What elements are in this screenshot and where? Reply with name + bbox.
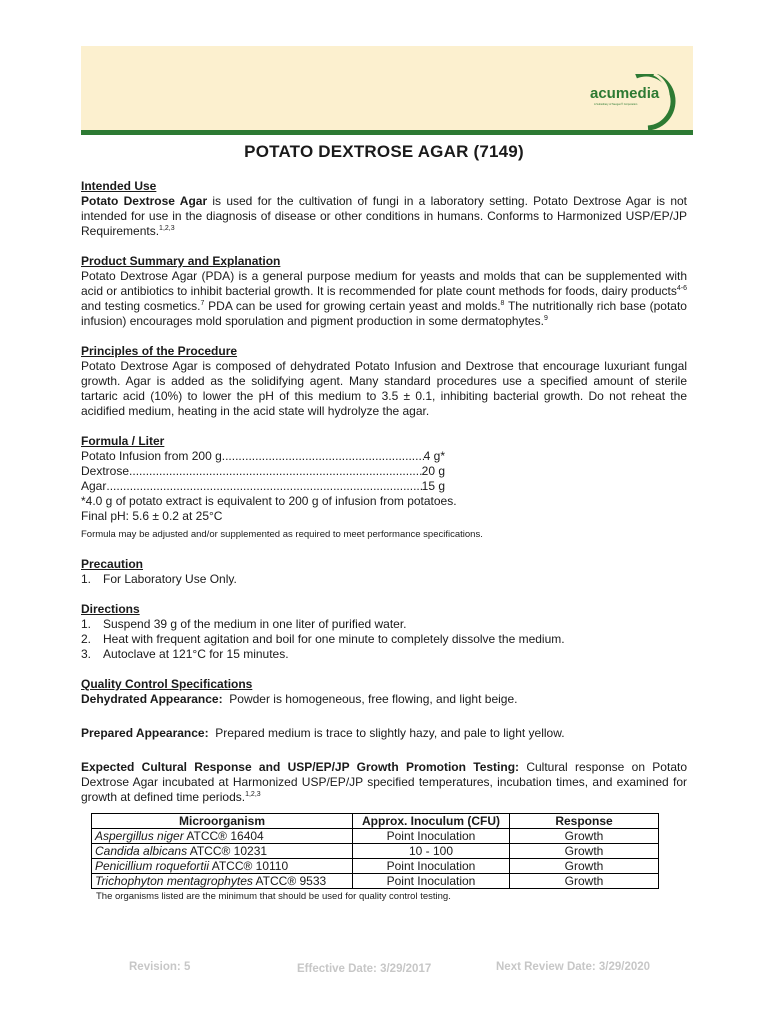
formula-ingredient: Dextrose — [81, 464, 130, 478]
precaution-heading: Precaution — [81, 557, 144, 571]
document-body — [81, 179, 687, 904]
dehydrated-appearance — [81, 692, 687, 707]
summary-part: PDA can be used for growing certain yeast and molds. — [204, 299, 501, 313]
column-header: Response — [510, 814, 659, 829]
list-item — [81, 572, 687, 587]
inoculum-cell: Point Inoculation — [353, 859, 510, 874]
effective-date: Effective Date: 3/29/2017 — [297, 963, 432, 975]
intended-use-section — [81, 179, 687, 239]
leader-dots — [106, 479, 421, 494]
organism-cell — [92, 859, 353, 874]
summary-section — [81, 254, 687, 329]
strain-id: ATCC® 9533 — [252, 874, 327, 888]
dehydrated-label: Dehydrated Appearance: — [81, 692, 223, 706]
strain-id: ATCC® 10110 — [209, 859, 289, 873]
intended-use-text — [81, 194, 687, 239]
inoculum-cell: Point Inoculation — [353, 874, 510, 889]
species-name: Trichophyton mentagrophytes — [95, 874, 253, 888]
precaution-list — [81, 572, 687, 587]
header-rule — [81, 130, 693, 135]
reference-sup: 9 — [543, 315, 548, 322]
table-row — [92, 874, 659, 889]
formula-amount: 4 g* — [423, 449, 445, 463]
formula-heading: Formula / Liter — [81, 434, 165, 448]
leader-dots — [129, 464, 422, 479]
species-name: Penicillium roquefortii — [95, 859, 210, 873]
formula-row — [81, 449, 445, 464]
response-cell: Growth — [510, 844, 659, 859]
next-review-date: Next Review Date: 3/29/2020 — [496, 961, 651, 973]
reference-sup: 1,2,3 — [159, 225, 175, 232]
table-note: The organisms listed are the minimum that should be used for quality control testing. — [96, 891, 451, 902]
prepared-label: Prepared Appearance: — [81, 726, 209, 740]
summary-part: and testing cosmetics. — [81, 299, 201, 313]
prepared-text: Prepared medium is trace to slightly hazy, and pale to light yellow. — [208, 726, 565, 740]
formula-row — [81, 479, 445, 494]
item-text: For Laboratory Use Only. — [103, 572, 237, 586]
strain-id: ATCC® 10231 — [187, 844, 268, 858]
intended-use-heading: Intended Use — [81, 179, 157, 193]
species-name: Aspergillus niger — [95, 829, 184, 843]
revision-label: Revision: 5 — [129, 961, 191, 973]
logo-wordmark: acumedia — [590, 85, 660, 102]
table-row — [92, 844, 659, 859]
summary-part: The nutritionally rich base (potato infusion) encourages mold sporulation and pigment production in some dermatophytes. — [81, 299, 687, 328]
item-number: 1. — [81, 617, 92, 631]
expected-response — [81, 760, 687, 805]
reference-sup: 4-6 — [676, 285, 687, 292]
summary-text — [81, 269, 687, 329]
reference-sup: 8 — [500, 300, 505, 307]
table-row — [92, 829, 659, 844]
logo-subtext: A Subsidiary of Neogen® Corporation — [594, 103, 638, 106]
response-cell: Growth — [510, 859, 659, 874]
column-header: Approx. Inoculum (CFU) — [353, 814, 510, 829]
inoculum-cell: Point Inoculation — [353, 829, 510, 844]
table-header-row — [92, 814, 659, 829]
strain-id: ATCC® 16404 — [183, 829, 264, 843]
reference-sup: 7 — [200, 300, 205, 307]
prepared-appearance — [81, 726, 687, 741]
formula-ingredient: Agar — [81, 479, 107, 493]
column-header: Microorganism — [92, 814, 353, 829]
principles-heading: Principles of the Procedure — [81, 344, 238, 358]
item-number: 2. — [81, 632, 92, 646]
formula-row — [81, 464, 445, 479]
formula-section — [81, 434, 687, 542]
dehydrated-text: Powder is homogeneous, free flowing, and light beige. — [222, 692, 518, 706]
final-ph: Final pH: 5.6 ± 0.2 at 25°C — [81, 509, 223, 523]
principles-section — [81, 344, 687, 419]
formula-note: Formula may be adjusted and/or supplemented as required to meet performance specifications. — [81, 529, 483, 540]
expected-text: Cultural response on Potato Dextrose Agar incubated at Harmonized USP/EP/JP specified temperatures, incubation times, and examined for growth at defined time periods. — [81, 760, 687, 804]
list-item — [81, 632, 687, 647]
species-name: Candida albicans — [95, 844, 188, 858]
product-name: Potato Dextrose Agar — [81, 194, 208, 208]
response-cell: Growth — [510, 829, 659, 844]
item-text: Heat with frequent agitation and boil for one minute to completely dissolve the medium. — [103, 632, 565, 646]
organism-cell — [92, 829, 353, 844]
formula-list — [81, 449, 445, 494]
directions-list — [81, 617, 687, 662]
organism-cell — [92, 874, 353, 889]
response-cell: Growth — [510, 874, 659, 889]
qc-table — [91, 813, 659, 889]
formula-amount: 20 g — [421, 464, 445, 478]
formula-footnote: *4.0 g of potato extract is equivalent to 200 g of infusion from potatoes. — [81, 494, 457, 508]
summary-part: Potato Dextrose Agar (PDA) is a general purpose medium for yeasts and molds that can be supplemented with acid or antibiotics to inhibit bacterial growth. It is recommended for plate count methods for foods, dairy products — [81, 269, 687, 298]
acumedia-logo — [588, 74, 676, 130]
item-number: 1. — [81, 572, 92, 586]
precaution-section — [81, 557, 687, 587]
leader-dots — [222, 449, 424, 464]
intended-use-body: is used for the cultivation of fungi in a laboratory setting. Potato Dextrose Agar is not intended for use in the diagnosis of disease or other conditions in humans. Conforms to Harmonized USP/EP/JP Requirements. — [81, 194, 687, 238]
formula-amount: 15 g — [421, 479, 445, 493]
list-item — [81, 647, 687, 662]
organism-cell — [92, 844, 353, 859]
directions-section — [81, 602, 687, 662]
qc-heading: Quality Control Specifications — [81, 677, 253, 691]
item-text: Suspend 39 g of the medium in one liter of purified water. — [103, 617, 407, 631]
inoculum-cell: 10 - 100 — [353, 844, 510, 859]
directions-heading: Directions — [81, 602, 140, 616]
list-item — [81, 617, 687, 632]
expected-label: Expected Cultural Response and USP/EP/JP Growth Promotion Testing: — [81, 760, 520, 774]
item-text: Autoclave at 121°C for 15 minutes. — [103, 647, 289, 661]
reference-sup: 1,2,3 — [245, 791, 261, 798]
item-number: 3. — [81, 647, 92, 661]
qc-section — [81, 677, 687, 707]
table-row — [92, 859, 659, 874]
summary-heading: Product Summary and Explanation — [81, 254, 281, 268]
formula-ingredient: Potato Infusion from 200 g — [81, 449, 222, 463]
principles-text: Potato Dextrose Agar is composed of dehydrated Potato Infusion and Dextrose that encourage luxuriant fungal growth. Agar is added as the solidifying agent. Many standard procedures use a specified amount of sterile tartaric acid (10%) to lower the pH of this medium to 3.5 ± 0.1, inhibiting bacterial growth. Do not reheat the acidified medium, heating in the acid state will hydrolyze the agar. — [81, 359, 687, 418]
page-title: POTATO DEXTROSE AGAR (7149) — [244, 142, 524, 161]
